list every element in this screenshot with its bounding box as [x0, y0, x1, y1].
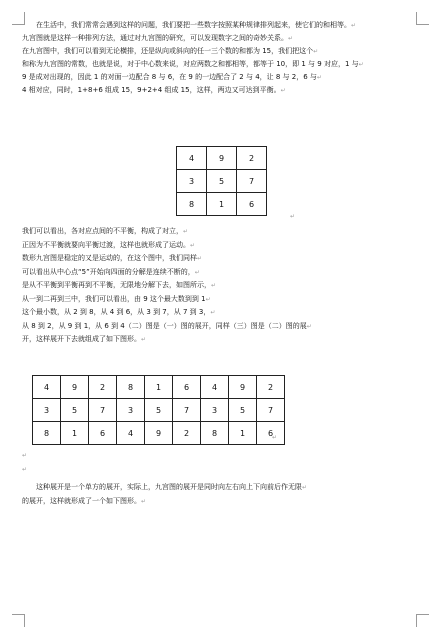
text-line	[22, 226, 382, 237]
text-line-content: 九宫图就是这样一种排列方法，通过对九宫图的研究，可以发现数字之间的奇妙关系。	[22, 34, 288, 42]
grid-cell: 7	[257, 399, 285, 422]
text-line	[22, 321, 382, 332]
grid-cell: 1	[145, 376, 173, 399]
text-line	[22, 85, 382, 96]
grid-cell: 8	[177, 193, 207, 216]
grid-cell: 8	[201, 422, 229, 445]
grid-cell: 6	[173, 376, 201, 399]
text-line-content: 可以看出从中心点“5”开始向四面的分解是连续不断的，	[22, 267, 195, 276]
text-line	[22, 20, 382, 31]
text-line-content: 这种展开是一个单方的展开，实际上，九宫图的展开是同时向左右向上下向前后作无限	[36, 483, 302, 491]
grid-cell: 9	[207, 147, 237, 170]
grid-cell: 6	[237, 193, 267, 216]
grid-cell: 9	[145, 422, 173, 445]
paragraph-mark: ↵	[313, 48, 319, 55]
text-line	[22, 46, 382, 57]
paragraph-mark: ↵	[183, 228, 189, 235]
grid-cell: 2	[173, 422, 201, 445]
text-line-content: 从一到二再到三中，我们可以看出，由 9 这个最大数到到 1	[22, 294, 206, 303]
expanded-magic-square-grid	[32, 375, 285, 445]
text-line-content: 在生活中，我们常常会遇到这样的问题，我们要把一些数字按照某种规律排列起来，使它们的和相等。	[36, 21, 351, 29]
grid-cell: 5	[61, 399, 89, 422]
grid-cell: 8	[33, 422, 61, 445]
grid-cell: 7	[237, 170, 267, 193]
grid-cell: 3	[201, 399, 229, 422]
text-line	[22, 72, 382, 83]
text-line-content: 开，这样展开下去就组成了如下图形。	[22, 335, 141, 343]
paragraph-mark: ↵	[22, 466, 28, 473]
text-line-content: 9 是成对出现的，因此 1 的对面一边配合 8 与 6，在 9 的一边配合了 2 与 4，让 8 与 2，6 与	[22, 73, 317, 81]
text-line-content: 和称为九宫图的常数，也就是说，对于中心数来说，对应两数之和都相等，都等于 10，即 1 与 9 对应，1 与	[22, 60, 359, 68]
text-line-content: 4 相对应，同时，1+8+6 组成 15，9+2+4 组成 15，这样，两边又可达到平衡。	[22, 86, 281, 94]
grid-cell: 1	[229, 422, 257, 445]
text-line-content: 是从不平衡到平衡再到不平衡，无限地分解下去，如图所示，	[22, 281, 211, 289]
grid-cell: 6	[257, 422, 285, 445]
paragraph-mark: ↵	[272, 434, 278, 441]
paragraph-mark: ↵	[22, 452, 28, 459]
paragraph-mark: ↵	[141, 498, 147, 505]
grid-cell: 8	[117, 376, 145, 399]
paragraph-mark: ↵	[280, 87, 286, 94]
grid-cell: 9	[61, 376, 89, 399]
grid-cell: 4	[177, 147, 207, 170]
crop-mark-bottom-right	[416, 614, 429, 627]
grid-row	[177, 193, 267, 216]
paragraph-mark: ↵	[211, 282, 217, 289]
text-line	[22, 253, 382, 264]
grid-row	[177, 170, 267, 193]
grid-row	[177, 147, 267, 170]
text-line-content: 在九宫图中，我们可以看到无论横排，还是纵向或斜向的任一三个数的和都为 15，我们把这个	[22, 47, 314, 55]
text-line	[22, 280, 382, 291]
grid-cell: 3	[33, 399, 61, 422]
grid-cell: 7	[173, 399, 201, 422]
grid-cell: 5	[229, 399, 257, 422]
grid-cell: 2	[237, 147, 267, 170]
grid-cell: 4	[33, 376, 61, 399]
grid-cell: 1	[61, 422, 89, 445]
grid-cell: 7	[89, 399, 117, 422]
paragraph-mark: ↵	[358, 61, 364, 68]
paragraph-mark: ↵	[210, 309, 216, 316]
text-line-content: 的展开，这样就形成了一个如下图形。	[22, 497, 141, 505]
crop-mark-top-right	[416, 12, 429, 25]
text-line-content: 这个最小数，从 2 到 8，从 4 到 6，从 3 到 7，从 7 到 3，	[22, 308, 211, 316]
text-line	[22, 267, 382, 278]
magic-square-grid	[176, 146, 267, 216]
grid-cell: 2	[257, 376, 285, 399]
paragraph-mark: ↵	[302, 484, 308, 491]
text-line	[22, 294, 382, 305]
grid-cell: 4	[117, 422, 145, 445]
paragraph-mark: ↵	[141, 336, 147, 343]
paragraph-mark: ↵	[351, 22, 357, 29]
text-line	[22, 59, 382, 70]
text-line	[22, 240, 382, 251]
grid-cell: 5	[145, 399, 173, 422]
text-line	[22, 334, 382, 345]
text-line-content: 从 8 到 2，从 9 到 1，从 6 到 4（二）图是（一）图的展开，同样（三）图是（二）图的展	[22, 321, 307, 330]
paragraph-mark: ↵	[290, 213, 296, 220]
paragraph-mark: ↵	[306, 322, 312, 330]
paragraph-mark: ↵	[316, 74, 322, 81]
paragraph-mark: ↵	[205, 295, 211, 303]
paragraph-mark: ↵	[197, 255, 203, 262]
text-line-content: 正因为不平衡就要向平衡过渡，这样也就形成了运动。	[22, 240, 190, 249]
text-line	[22, 307, 382, 318]
crop-mark-bottom-left	[12, 614, 25, 627]
text-line	[22, 482, 382, 493]
paragraph-mark: ↵	[194, 268, 200, 276]
grid-cell: 5	[207, 170, 237, 193]
grid-cell: 6	[89, 422, 117, 445]
text-line	[22, 496, 382, 507]
text-line-content: 数形九宫图是稳定的又是运动的，在这个图中，我们同样	[22, 254, 197, 262]
paragraph-mark: ↵	[288, 35, 294, 42]
grid-cell: 4	[201, 376, 229, 399]
grid-cell: 9	[229, 376, 257, 399]
grid-row	[33, 422, 285, 445]
grid-cell: 3	[117, 399, 145, 422]
grid-cell: 2	[89, 376, 117, 399]
paragraph-mark: ↵	[190, 241, 196, 249]
text-line	[22, 33, 382, 44]
grid-cell: 3	[177, 170, 207, 193]
grid-row	[33, 399, 285, 422]
text-line-content: 我们可以看出，各对应点间的不平衡，构成了对立，	[22, 227, 183, 235]
grid-cell: 1	[207, 193, 237, 216]
grid-row	[33, 376, 285, 399]
